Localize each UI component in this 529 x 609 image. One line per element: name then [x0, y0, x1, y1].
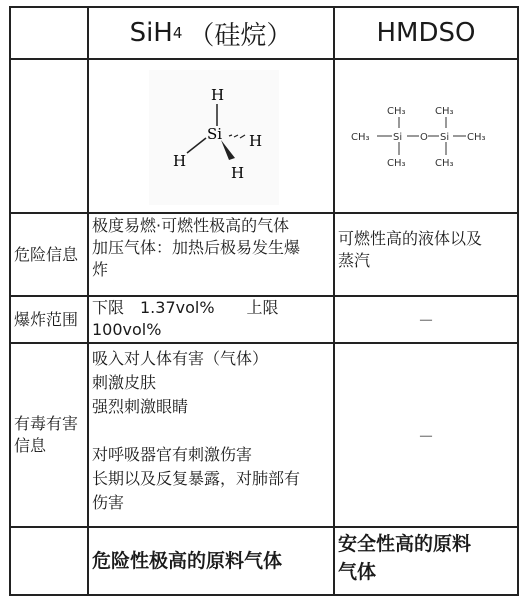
text-line: 长期以及反复暴露，对肺部有: [92, 469, 301, 488]
text-line: 安全性高的原料: [338, 533, 472, 555]
hmdso-summary: [335, 530, 517, 594]
hmdso-toxic-info: －: [417, 426, 434, 446]
atom-h-bottom: H: [231, 164, 245, 182]
sih4-explosion-range: [89, 297, 333, 342]
comparison-table: [9, 6, 519, 596]
atom-ch3-bottom-1: CH₃: [387, 158, 406, 169]
text-line: 吸入对人体有害（气体）: [92, 349, 269, 368]
sih4-danger-info: [89, 215, 333, 295]
hmdso-structure-image: [335, 60, 517, 212]
header-sih4: [89, 8, 333, 58]
hmdso-explosion-range: －: [417, 311, 434, 330]
atom-ch3-top-2: CH₃: [435, 106, 454, 117]
atom-ch3-left: CH₃: [351, 132, 370, 143]
label-line: 信息: [14, 436, 47, 455]
atom-si: Si: [207, 125, 223, 143]
hmdso-structure-cell: [335, 60, 517, 212]
text-line: 下限 1.37vol% 上限: [92, 298, 279, 317]
table-border-bottom: [9, 594, 519, 596]
text-line: 对呼吸器官有刺激伤害: [92, 445, 253, 464]
sih4-structure-image: [89, 60, 333, 212]
header-hmdso: HMDSO: [376, 18, 476, 48]
atom-si-2: Si: [440, 132, 450, 143]
atom-o: O: [420, 132, 428, 143]
text-line: 蒸汽: [338, 251, 371, 270]
sih4-subscript: 4: [172, 24, 183, 42]
text-line: 100vol%: [92, 320, 162, 339]
atom-ch3-right: CH₃: [467, 132, 486, 143]
sih4-structure-cell: [89, 60, 333, 212]
text-line: 伤害: [92, 493, 125, 512]
sih4-name: （硅烷）: [188, 20, 293, 51]
text-line: 强烈刺激眼睛: [92, 397, 189, 416]
atom-h-right: H: [249, 132, 263, 150]
atom-ch3-top-1: CH₃: [387, 106, 406, 117]
row-label-danger: 危险信息: [14, 244, 79, 264]
text-line: 炸: [92, 260, 109, 279]
text-line: 极度易燃·可燃性极高的气体: [92, 216, 290, 235]
table-border-right: [517, 6, 519, 596]
atom-ch3-bottom-2: CH₃: [435, 158, 454, 169]
sih4-formula: SiH: [129, 18, 173, 48]
row-label-toxic: [11, 344, 87, 526]
text-line: 气体: [338, 561, 377, 583]
text-line: 刺激皮肤: [92, 373, 157, 392]
text-line: [92, 419, 333, 443]
text-line: 加压气体：加热后极易发生爆: [92, 238, 301, 257]
text-line: 可燃性高的液体以及: [338, 229, 483, 248]
row-label-explosion: 爆炸范围: [14, 309, 79, 329]
sih4-toxic-info: [89, 347, 333, 525]
hmdso-danger-info: [335, 228, 517, 294]
label-line: 有毒有害: [14, 414, 79, 433]
atom-h-top: H: [211, 86, 225, 104]
atom-si-1: Si: [393, 132, 403, 143]
sih4-summary: 危险性极高的原料气体: [92, 550, 283, 572]
atom-h-left: H: [173, 152, 187, 170]
